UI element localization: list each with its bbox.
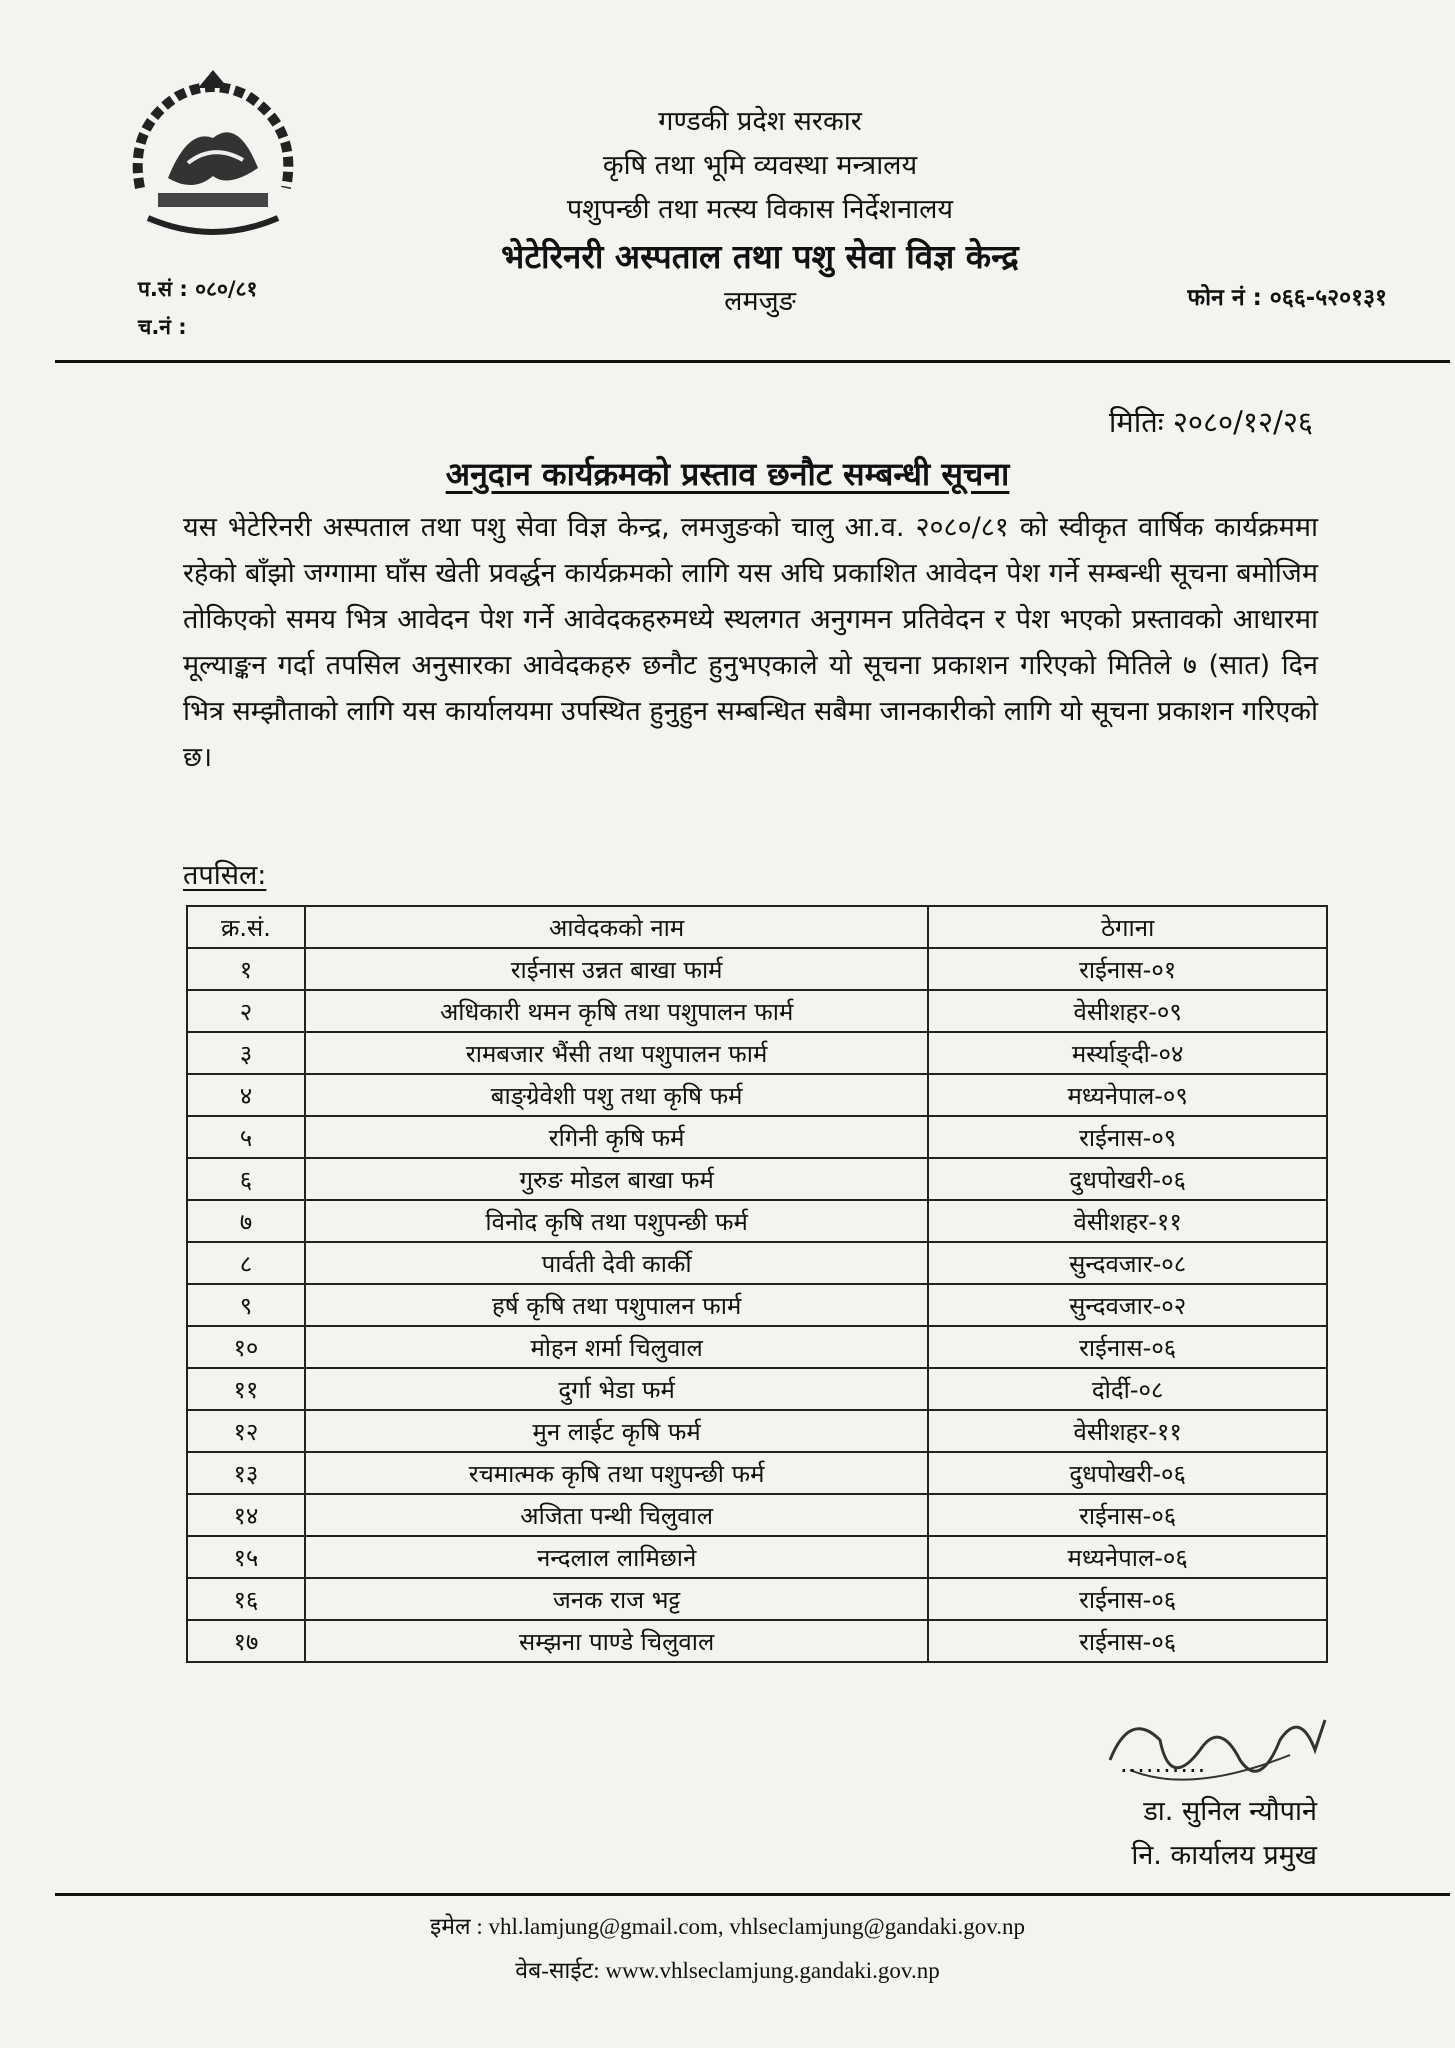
office-name: भेटेरिनरी अस्पताल तथा पशु सेवा विज्ञ केन्द्र (501, 237, 1019, 276)
row-serial: १७ (187, 1620, 305, 1662)
table-row (187, 1326, 1327, 1368)
row-serial: ४ (187, 1074, 305, 1116)
row-applicant-name: रगिनी कृषि फर्म (305, 1116, 928, 1158)
table-row (187, 1032, 1327, 1074)
row-applicant-name: रामबजार भैंसी तथा पशुपालन फार्म (305, 1032, 928, 1074)
row-applicant-name: नन्दलाल लामिछाने (305, 1536, 928, 1578)
office-location: लमजुङ (724, 286, 796, 317)
ministry-name: कृषि तथा भूमि व्यवस्था मन्त्रालय (602, 150, 918, 181)
row-applicant-name: जनक राज भट्ट (305, 1578, 928, 1620)
footer-website: वेब-साईट: www.vhlseclamjung.gandaki.gov.np (515, 1958, 940, 1983)
table-row (187, 1116, 1327, 1158)
table-row (187, 1620, 1327, 1662)
tapsil-label: तपसिल: (183, 860, 267, 891)
row-address: वेसीशहर-०९ (928, 990, 1327, 1032)
row-serial: ३ (187, 1032, 305, 1074)
notice-date: मितिः २०८०/१२/२६ (1108, 405, 1313, 439)
header-serial: क्र.सं. (187, 906, 305, 948)
signatory-block (1131, 1790, 1317, 1878)
table-row (187, 990, 1327, 1032)
row-address: राईनास-०९ (928, 1116, 1327, 1158)
dispatch-number: च.नं : (138, 315, 187, 339)
row-address: वेसीशहर-११ (928, 1410, 1327, 1452)
signature-dots: .......... (1120, 1750, 1207, 1778)
row-applicant-name: बाङ्ग्रेवेशी पशु तथा कृषि फर्म (305, 1074, 928, 1116)
row-address: राईनास-०६ (928, 1578, 1327, 1620)
row-address: मध्यनेपाल-०६ (928, 1536, 1327, 1578)
table-row (187, 1578, 1327, 1620)
row-address: दोर्दी-०८ (928, 1368, 1327, 1410)
table-row (187, 1074, 1327, 1116)
row-applicant-name: मोहन शर्मा चिलुवाल (305, 1326, 928, 1368)
nepal-emblem-icon (118, 68, 308, 248)
table-row (187, 1158, 1327, 1200)
table-header-row (187, 906, 1327, 948)
row-address: राईनास-०६ (928, 1326, 1327, 1368)
row-address: दुधपोखरी-०६ (928, 1158, 1327, 1200)
reference-block (138, 270, 257, 346)
signatory-designation: नि. कार्यालय प्रमुख (1131, 1840, 1317, 1871)
row-applicant-name: हर्ष कृषि तथा पशुपालन फार्म (305, 1284, 928, 1326)
row-address: सुन्दवजार-०८ (928, 1242, 1327, 1284)
row-address: दुधपोखरी-०६ (928, 1452, 1327, 1494)
notice-title: अनुदान कार्यक्रमको प्रस्ताव छनौट सम्बन्धी सूचना (445, 455, 1010, 493)
notice-title-wrap (0, 452, 1455, 495)
directorate-name: पशुपन्छी तथा मत्स्य विकास निर्देशनालय (566, 194, 954, 225)
row-applicant-name: विनोद कृषि तथा पशुपन्छी फर्म (305, 1200, 928, 1242)
selected-applicants-table (186, 905, 1328, 1663)
row-serial: १० (187, 1326, 305, 1368)
header-applicant-name: आवेदकको नाम (305, 906, 928, 948)
table-row (187, 1200, 1327, 1242)
row-address: राईनास-०६ (928, 1620, 1327, 1662)
row-applicant-name: अधिकारी थमन कृषि तथा पशुपालन फार्म (305, 990, 928, 1032)
row-serial: ६ (187, 1158, 305, 1200)
row-address: सुन्दवजार-०२ (928, 1284, 1327, 1326)
row-address: राईनास-०६ (928, 1494, 1327, 1536)
table-row (187, 1536, 1327, 1578)
row-serial: १४ (187, 1494, 305, 1536)
row-serial: १ (187, 948, 305, 990)
row-serial: ११ (187, 1368, 305, 1410)
row-serial: ८ (187, 1242, 305, 1284)
row-serial: २ (187, 990, 305, 1032)
row-applicant-name: मुन लाईट कृषि फर्म (305, 1410, 928, 1452)
row-serial: ५ (187, 1116, 305, 1158)
table-row (187, 1452, 1327, 1494)
row-address: राईनास-०१ (928, 948, 1327, 990)
row-serial: १६ (187, 1578, 305, 1620)
row-applicant-name: दुर्गा भेडा फर्म (305, 1368, 928, 1410)
header-divider (55, 360, 1450, 363)
row-applicant-name: राईनास उन्नत बाखा फार्म (305, 948, 928, 990)
table-row (187, 1368, 1327, 1410)
row-applicant-name: सम्झना पाण्डे चिलुवाल (305, 1620, 928, 1662)
row-applicant-name: पार्वती देवी कार्की (305, 1242, 928, 1284)
row-address: वेसीशहर-११ (928, 1200, 1327, 1242)
row-serial: ९ (187, 1284, 305, 1326)
phone-number: फोन नं : ०६६-५२०१३१ (1187, 285, 1387, 311)
table-row (187, 1242, 1327, 1284)
footer (0, 1905, 1455, 1993)
footer-email: इमेल : vhl.lamjung@gmail.com, vhlseclamjung@gandaki.gov.np (429, 1914, 1026, 1939)
ref-number: प.सं : ०८०/८१ (138, 277, 258, 301)
row-address: मध्यनेपाल-०९ (928, 1074, 1327, 1116)
table-row (187, 1410, 1327, 1452)
office-header (360, 100, 1160, 322)
row-serial: ७ (187, 1200, 305, 1242)
table-row (187, 1284, 1327, 1326)
table-row (187, 1494, 1327, 1536)
row-serial: १५ (187, 1536, 305, 1578)
row-address: मर्स्याङ्दी-०४ (928, 1032, 1327, 1074)
footer-divider (55, 1893, 1450, 1896)
notice-body: यस भेटेरिनरी अस्पताल तथा पशु सेवा विज्ञ केन्द्र, लमजुङको चालु आ.व. २०८०/८१ को स्वीकृत वार्षिक कार्यक्रममा रहेको बाँझो जग्गामा घाँस खेती प्रवर्द्धन कार्यक्रमको लागि यस अघि प्रकाशित आवेदन पेश गर्ने सम्बन्धी सूचना बमोजिम तोकिएको समय भित्र आवेदन पेश गर्ने आवेदकहरुमध्ये स्थलगत अनुगमन प्रतिवेदन र पेश भएको प्रस्तावको आधारमा मूल्याङ्कन गर्दा तपसिल अनुसारका आवेदकहरु छनौट हुनुभएकाले यो सूचना प्रकाशन गरिएको मितिले ७ (सात) दिन भित्र सम्झौताको लागि यस कार्यालयमा उपस्थित हुनुहुन सम्बन्धित सबैमा जानकारीको लागि यो सूचना प्रकाशन गरिएको छ। (183, 512, 1318, 773)
row-applicant-name: रचमात्मक कृषि तथा पशुपन्छी फर्म (305, 1452, 928, 1494)
table-row (187, 948, 1327, 990)
row-serial: १२ (187, 1410, 305, 1452)
header-address: ठेगाना (928, 906, 1327, 948)
row-applicant-name: गुरुङ मोडल बाखा फर्म (305, 1158, 928, 1200)
government-name: गण्डकी प्रदेश सरकार (658, 106, 862, 137)
signatory-name: डा. सुनिल न्यौपाने (1143, 1796, 1317, 1827)
row-applicant-name: अजिता पन्थी चिलुवाल (305, 1494, 928, 1536)
row-serial: १३ (187, 1452, 305, 1494)
